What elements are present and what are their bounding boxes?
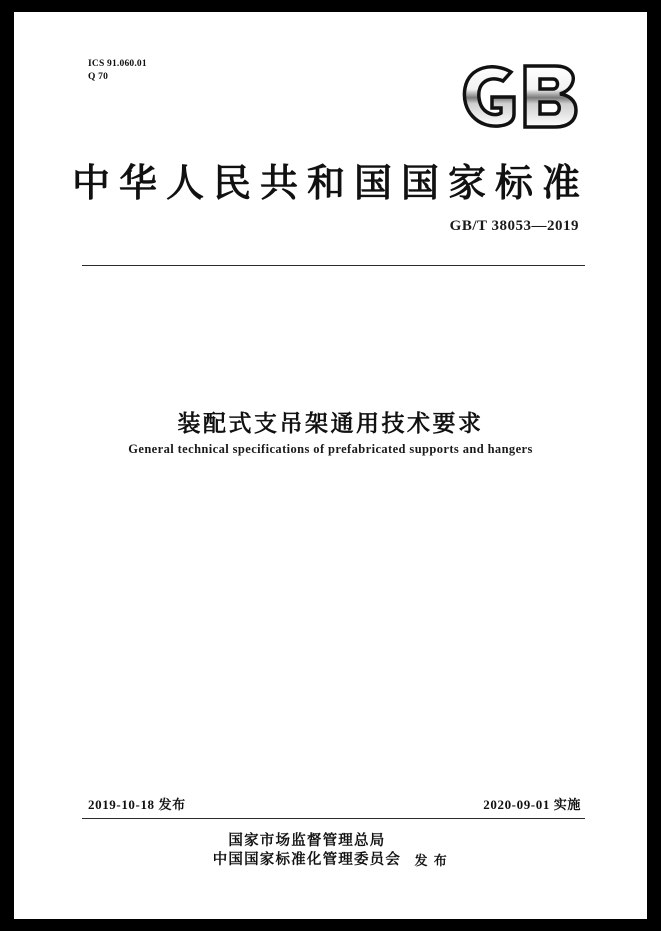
issuer-names	[213, 832, 401, 870]
classification-code: Q 70	[88, 72, 109, 82]
footer-divider	[82, 818, 585, 819]
document-title-english: General technical specifications of prefabricated supports and hangers	[128, 442, 533, 456]
gb-logo-icon	[455, 58, 585, 136]
issuer-line-1: 国家市场监督管理总局	[228, 833, 386, 849]
issuer-line-2: 中国国家标准化管理委员会	[212, 852, 402, 868]
issuing-authorities	[14, 832, 647, 870]
standard-number: GB/T 38053—2019	[449, 218, 579, 234]
effective-date: 2020-09-01 实施	[483, 797, 581, 812]
issue-word: 发 布	[414, 853, 449, 868]
page-title: 中华人民共和国国家标准	[71, 163, 589, 205]
header-divider	[82, 265, 585, 266]
issue-date: 2019-10-18 发布	[88, 797, 186, 812]
ics-code: ICS 91.060.01	[88, 59, 147, 69]
ics-code-block	[88, 58, 147, 84]
document-title-chinese: 装配式支吊架通用技术要求	[177, 411, 484, 436]
standard-cover-page	[14, 12, 647, 919]
